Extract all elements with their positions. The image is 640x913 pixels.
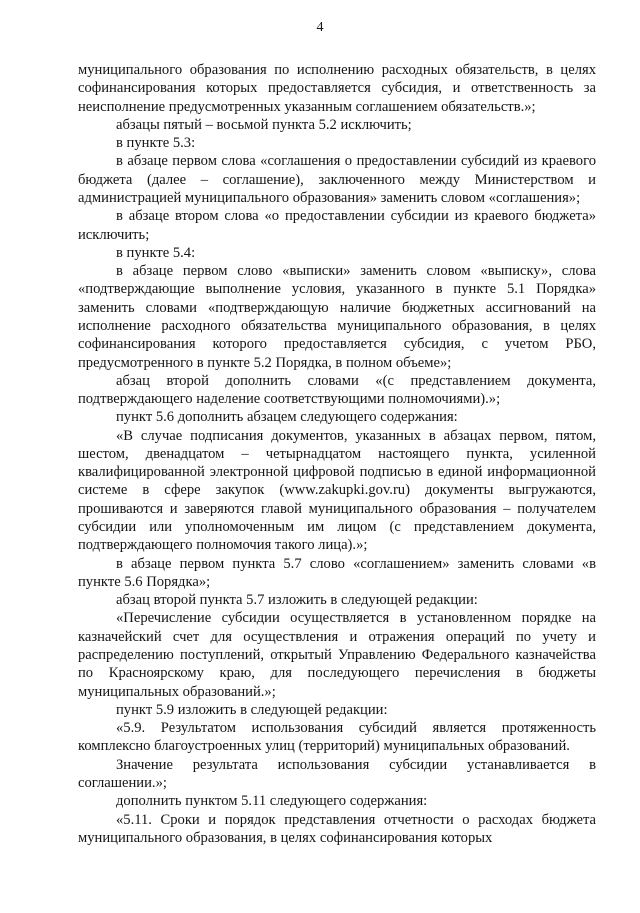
paragraph: в абзаце первом слово «выписки» заменить словом «выписку», слова «подтверждающие выполнение условия, указанного в пункте 5.1 Порядка» заменить словами «подтверждающую наличие бюджетных ассигнований на исполнение расходного обязательства муниципального образования, в целях софинансирования которого предоставляется субсидия, с учетом РБО, предусмотренного в пункте 5.2 Порядка, в полном объеме»;	[78, 263, 596, 371]
paragraph: «В случае подписания документов, указанных в абзацах первом, пятом, шестом, двенадцатом – четырнадцатом настоящего пункта, усиленной квалифицированной электронной цифровой подписью в единой информационной системе в сфере закупок (www.zakupki.gov.ru) документы выгружаются, прошиваются и заверяются главой муниципального образования – получателем субсидии или уполномоченным им лицом (с представлением документа, подтверждающего полномочия такого лица).»;	[78, 427, 596, 554]
paragraph: абзац второй дополнить словами «(с представлением документа, подтверждающего наделение соответствующими полномочиями).»;	[78, 372, 596, 408]
paragraph: в абзаце первом слова «соглашения о предоставлении субсидий из краевого бюджета (далее – соглашение), заключенного между Министерством и администрацией муниципального образования» заменить словом «соглашения»;	[78, 153, 596, 206]
paragraph: «5.11. Сроки и порядок представления отчетности о расходах бюджета муниципального образования, в целях софинансирования которых	[78, 811, 596, 846]
document-body	[78, 61, 596, 847]
paragraph: муниципального образования по исполнению расходных обязательств, в целях софинансирования которых предоставляется субсидия, и ответственность за неисполнение предусмотренных указанным соглашением обязательств.»;	[78, 62, 596, 115]
paragraph: абзац второй пункта 5.7 изложить в следующей редакции:	[116, 592, 478, 609]
paragraph: в пункте 5.3:	[116, 135, 196, 152]
paragraph: в пункте 5.4:	[116, 244, 196, 261]
paragraph: «Перечисление субсидии осуществляется в установленном порядке на казначейский счет для осуществления и отражения операций по учету и распределению поступлений, открытый Управлению Федерального казначейства по Красноярскому краю, для последующего перечисления в бюджеты муниципальных образований.»;	[78, 610, 596, 700]
paragraph: пункт 5.6 дополнить абзацем следующего содержания:	[116, 409, 458, 426]
page-number: 4	[316, 20, 324, 35]
paragraph: дополнить пунктом 5.11 следующего содержания:	[116, 793, 428, 810]
paragraph: пункт 5.9 изложить в следующей редакции:	[116, 701, 388, 718]
paragraph: «5.9. Результатом использования субсидий является протяженность комплексно благоустроенных улиц (территорий) муниципальных образований.	[78, 720, 596, 755]
paragraph: в абзаце первом пункта 5.7 слово «соглашением» заменить словами «в пункте 5.6 Порядка»;	[78, 555, 596, 590]
paragraph: абзацы пятый – восьмой пункта 5.2 исключить;	[116, 116, 412, 133]
paragraph: Значение результата использования субсидии устанавливается в соглашении.»;	[78, 756, 596, 791]
paragraph: в абзаце втором слова «о предоставлении субсидии из краевого бюджета» исключить;	[78, 208, 596, 243]
